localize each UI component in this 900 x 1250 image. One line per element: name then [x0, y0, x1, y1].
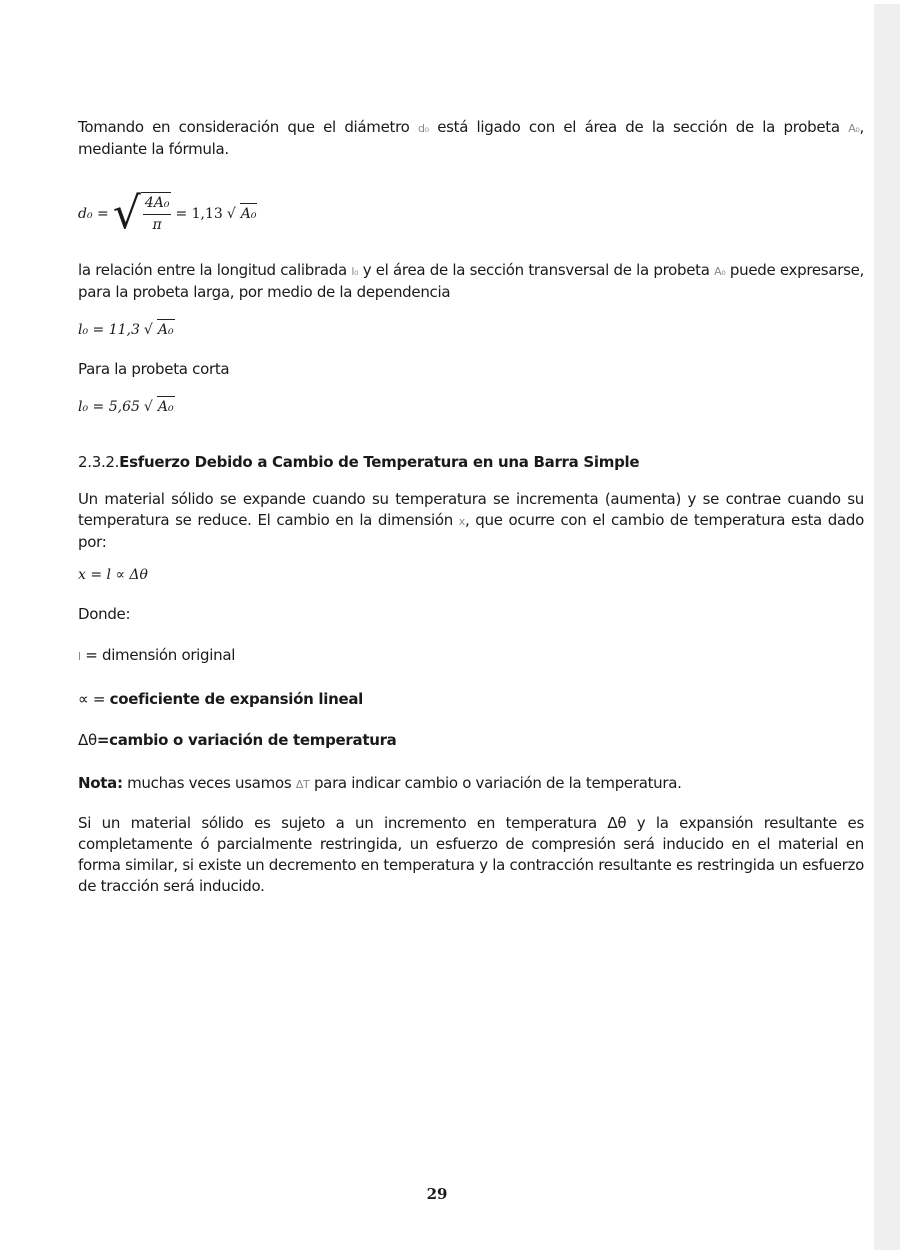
text-run: = dimensión original — [80, 646, 236, 664]
symbol-d0: d₀ — [417, 122, 429, 135]
text-run: Si un material sólido es sujeto a un incremento en temperatura — [78, 814, 608, 832]
symbol-delta-theta: Δθ — [607, 814, 627, 832]
equation-diameter: d₀ = √ $\frac{\text{4A₀}}{\pi}$ = 1,13 √ A₀ — [78, 188, 257, 239]
symbol-a0: A₀ — [714, 265, 726, 278]
page-content — [78, 117, 864, 897]
page-number: 29 — [426, 1185, 448, 1203]
section-number: 2.3.2. — [78, 453, 120, 471]
paragraph-length — [78, 260, 864, 303]
fraction-denominator: π — [152, 217, 162, 233]
definition-delta-theta — [78, 730, 864, 751]
equation-short-specimen: l₀ = 5,65 √ A₀ — [78, 396, 864, 418]
text-run: puede expresarse, para la probeta larga, por medio de la dependencia — [78, 261, 864, 301]
definition-l — [78, 645, 864, 667]
text-run: , mediante la fórmula. — [78, 118, 864, 158]
text-run: , que ocurre con el cambio de temperatura esta dado por: — [78, 511, 864, 551]
symbol-x: x — [458, 515, 465, 528]
radical-sign: √ — [112, 188, 141, 239]
text-run: y la expansión resultante es completamente ó parcialmente restringida, un esfuerzo de compresión será inducido en el material en forma similar, si existe un decremento en temperatura y la contracción resultante es restringida un esfuerzo de tracción será inducido. — [78, 814, 864, 895]
text-run: para indicar cambio o variación de la temperatura. — [309, 774, 682, 792]
paragraph-note — [78, 773, 864, 795]
eq2-root: A₀ — [157, 319, 175, 341]
paragraph-donde: Donde: — [78, 605, 131, 623]
note-label: Nota: — [78, 774, 123, 792]
eq4-expression: x = l ∝ Δθ — [78, 567, 148, 583]
paragraph-stress — [78, 813, 864, 897]
eq1-root: A₀ — [240, 203, 258, 225]
section-heading — [78, 452, 864, 473]
symbol-l: l — [78, 650, 81, 663]
equation-expansion — [78, 565, 864, 586]
fraction-numerator: 4A₀ — [143, 193, 172, 215]
eq2-lhs: l₀ = 11,3 — [78, 321, 140, 338]
text-run: muchas veces usamos — [122, 774, 296, 792]
text-run: está ligado con el área de la sección de la probeta — [428, 118, 849, 136]
paragraph-diameter — [78, 117, 864, 160]
definition-text: =cambio o variación de temperatura — [96, 731, 397, 749]
symbol-a0: A₀ — [848, 122, 860, 135]
equation-long-specimen: l₀ = 11,3 √ A₀ — [78, 319, 864, 341]
eq1-lhs: d₀ = — [78, 205, 109, 222]
definition-alpha — [78, 689, 864, 710]
text-run: Tomando en consideración que el diámetro — [78, 118, 418, 136]
sqrt-fraction — [112, 188, 172, 239]
fraction — [141, 192, 172, 236]
symbol-alpha: ∝ = — [78, 690, 110, 708]
text-run: la relación entre la longitud calibrada — [78, 261, 352, 279]
text-run: y el área de la sección transversal de la probeta — [358, 261, 715, 279]
section-title: Esfuerzo Debido a Cambio de Temperatura en una Barra Simple — [119, 453, 640, 471]
eq1-coefficient: = 1,13 — [175, 205, 223, 222]
symbol-l0: l₀ — [351, 265, 359, 278]
paragraph-short-specimen: Para la probeta corta — [78, 360, 230, 378]
scrollbar-gutter[interactable] — [874, 4, 900, 1250]
definition-text: coeficiente de expansión lineal — [109, 690, 364, 708]
symbol-delta-t: ΔT — [295, 778, 310, 791]
symbol-delta-theta: Δθ — [78, 731, 97, 749]
paragraph-expansion — [78, 489, 864, 553]
eq3-lhs: l₀ = 5,65 — [78, 398, 140, 415]
text-run: Un material sólido se expande cuando su temperatura se incrementa (aumenta) y se contrae cuando su temperatura se reduce. El cambio en la dimensión — [78, 490, 864, 529]
eq3-root: A₀ — [157, 396, 175, 418]
